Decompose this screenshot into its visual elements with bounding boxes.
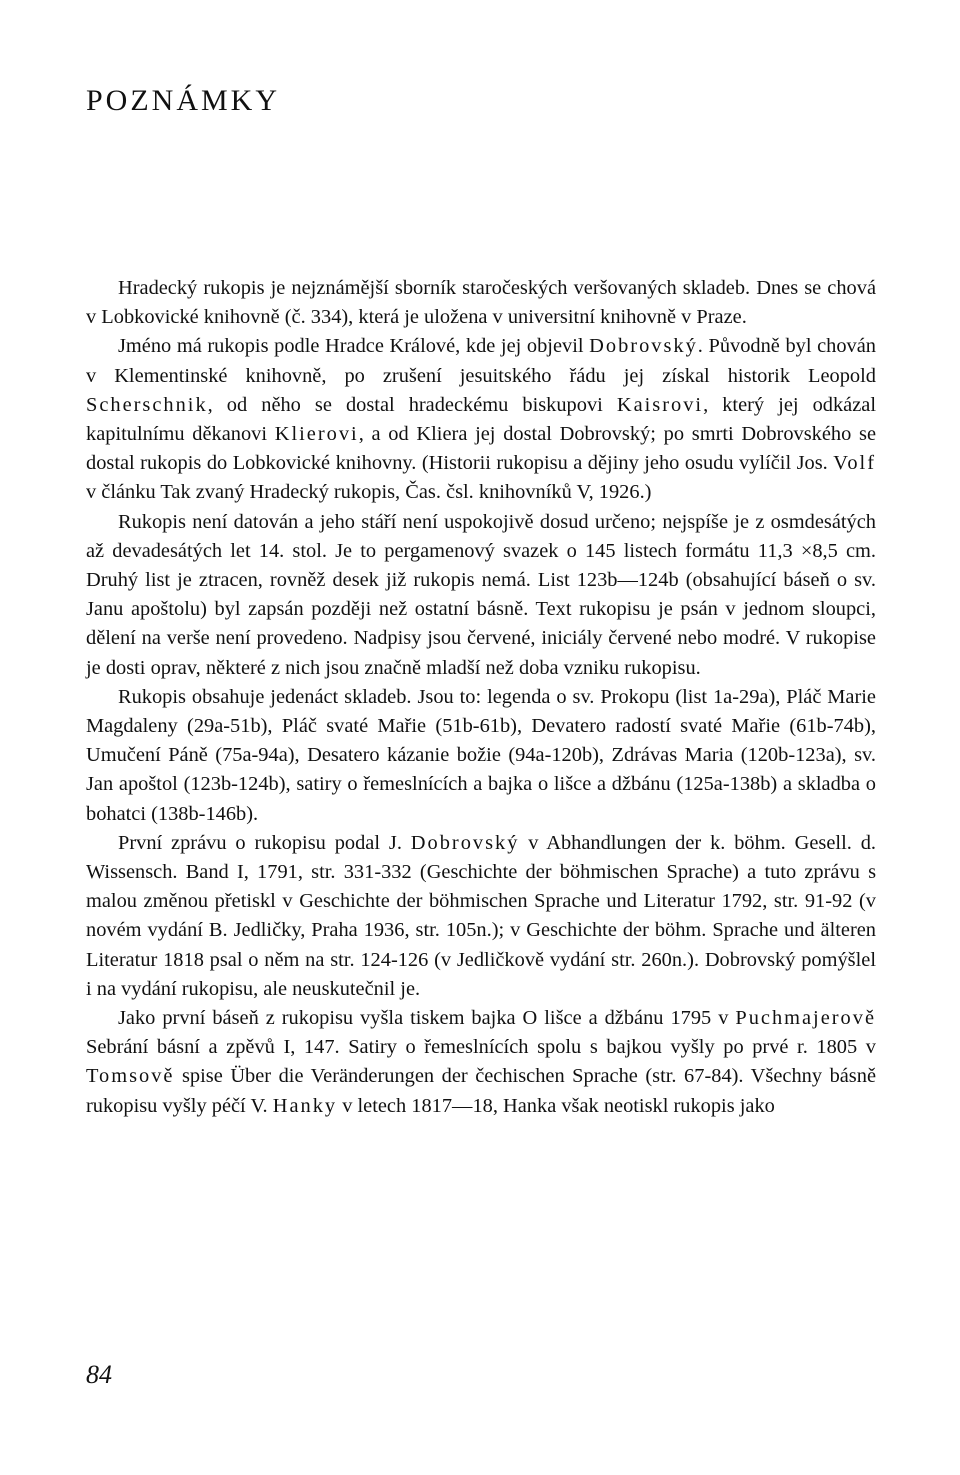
paragraph [86, 274, 876, 332]
spaced-name: Tomsově [86, 1065, 175, 1088]
paragraph-text: , a od Kliera jej dostal Dobrovský; po smrti Dobrovského se dostal rukopis do Lobkovické knihovny. (Historii rukopisu a dějiny jeho osudu vylíčil Jos. [86, 423, 876, 475]
paragraph-text: Rukopis obsahuje jedenáct skladeb. Jsou to: legenda o sv. Prokopu (list 1a-29a), Pláč Marie Magdaleny (29a-51b), Pláč svaté Mařie (51b-61b), Devatero radostí svaté Mařie (61b-74b), Umučení Páně (75a-94a), Desatero kázanie božie (94a-120b), Zdrávas Maria (120b-123a), sv. Jan apoštol (123b-124b), satiry o řemeslnících a bajka o lišce a džbánu (125a-138b) a skladba o bohatci (138b-146b). [86, 685, 876, 825]
paragraph-text: Rukopis není datován a jeho stáří není uspokojivě dosud určeno; nejspíše je z osmdesátých až devadesátých let 14. stol. Je to pergamenový svazek o 145 listech formátu 11,3 ×8,5 cm. Druhý list je ztracen, rovněž desek již rukopis nemá. List 123b—124b (obsahující báseň o sv. Janu apoštolu) byl zapsán později než ostatní básně. Text rukopisu je psán v jednom sloupci, dělení na verše není provedeno. Nadpisy jsou červené, iniciály červené nebo modré. V rukopise je dosti oprav, některé z nich jsou značně mladší než doba vzniku rukopisu. [86, 510, 876, 679]
paragraph-text: v letech 1817—18, Hanka však neotiskl rukopis jako [337, 1094, 775, 1117]
paragraph-text: Jméno má rukopis podle Hradce Králové, kde jej objevil [118, 335, 590, 358]
spaced-name: Kaisrovi [616, 393, 704, 416]
paragraph-text: Jako první báseň z rukopisu vyšla tiskem bajka O lišce a džbánu 1795 v [118, 1007, 736, 1030]
paragraph-text: Hradecký rukopis je nejznámější sborník staročeských veršovaných skladeb. Dnes se chová v Lobkovické knihovně (č. 334), která je uložena v universitní knihovně v Praze. [86, 277, 876, 329]
paragraph [86, 829, 876, 1004]
paragraph-text: v Abhandlungen der k. böhm. Gesell. d. Wissensch. Band I, 1791, str. 331-332 (Geschichte der böhmischen Sprache) a tuto zprávu s malou změnou přetiskl v Geschichte der böhmischen Sprache und Literatur 1792, str. 91-92 (v novém vydání B. Jedličky, Praha 1936, str. 105n.); v Geschichte der böhm. Sprache und älteren Literatur 1818 psal o něm na str. 124-126 (v Jedličkově vydání str. 260n.). Dobrovský pomýšlel i na vydání rukopisu, ale neuskutečnil je. [86, 831, 876, 1000]
paragraph [86, 332, 876, 507]
spaced-name: Hanky [272, 1094, 338, 1117]
spaced-name: Klierovi [274, 423, 359, 446]
paragraph-text: , od něho se dostal hradeckému biskupovi [207, 393, 617, 416]
notes-body [86, 274, 876, 1121]
spaced-name: Volf [833, 452, 876, 475]
paragraph [86, 683, 876, 829]
spaced-name: Dobrovský [589, 335, 698, 358]
paragraph-text: , který jej odkázal kapitulnímu děkanovi [86, 393, 876, 446]
paragraph-text: Sebrání básní a zpěvů I, 147. Satiry o řemeslnících spolu s bajkou vyšly po prvé r. 1805 v [86, 1036, 876, 1059]
page-heading: POZNÁMKY [86, 84, 281, 117]
paragraph-text: spise Über die Veränderungen der čechischen Sprache (str. 67-84). Všechny básně rukopisu vyšly péčí V. [86, 1065, 876, 1117]
paragraph-text: . Původně byl chován v Klementinské knihovně, po zrušení jesuitského řádu jej získal historik Leopold [86, 335, 876, 387]
paragraph-text: První zprávu o rukopisu podal J. [118, 831, 411, 854]
spaced-name: Scherschnik [86, 393, 208, 416]
paragraph [86, 1004, 876, 1121]
paragraph-text: v článku Tak zvaný Hradecký rukopis, Čas. čsl. knihovníků V, 1926.) [86, 481, 652, 504]
spaced-name: Puchmajerově [735, 1007, 876, 1030]
paragraph [86, 508, 876, 683]
page-number: 84 [86, 1360, 112, 1389]
spaced-name: Dobrovský [410, 831, 520, 854]
